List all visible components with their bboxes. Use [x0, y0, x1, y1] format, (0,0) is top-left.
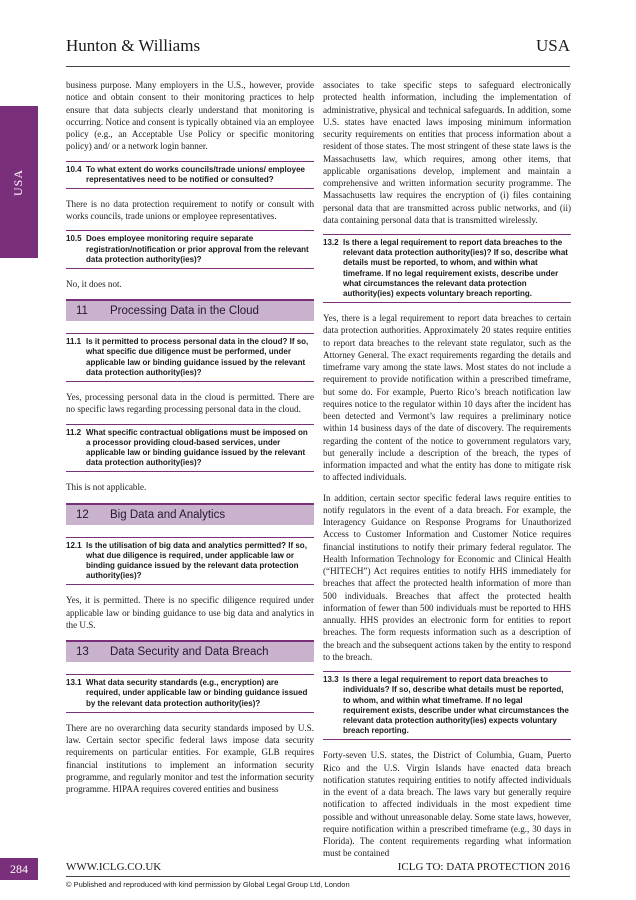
question-number: 11.2 — [66, 427, 82, 437]
page-number: 284 — [0, 858, 38, 880]
footer-url[interactable]: WWW.ICLG.CO.UK — [66, 861, 162, 873]
question-12-1 — [66, 537, 314, 586]
question-text: Is the utilisation of big data and analytics permitted? If so, what due diligence is required, under applicable law or binding guidance issued by the relevant data protection authority(ies)? — [86, 540, 307, 581]
question-13-1 — [66, 674, 314, 713]
question-text: Is there a legal requirement to report data breaches to individuals? If so, describe what details must be reported, to whom, and within what timeframe. If no legal requirement exists, describe under what circumstances the relevant data protection authority(ies) expects voluntary breach reporting. — [343, 675, 569, 736]
footer-rule — [66, 876, 570, 877]
section-number: 13 — [76, 646, 89, 659]
question-text: What data security standards (e.g., encryption) are required, under applicable law or binding guidance issued by the relevant data protection authority(ies)? — [86, 678, 308, 708]
section-title: Processing Data in the Cloud — [110, 305, 259, 318]
question-text: What specific contractual obligations must be imposed on a processor providing cloud-based services, under applicable law or binding guidance issued by the relevant data protection authority(ies)? — [86, 427, 308, 468]
section-11-heading — [66, 299, 314, 321]
section-title: Data Security and Data Breach — [110, 646, 269, 659]
question-number: 13.1 — [66, 678, 82, 688]
question-text: To what extent do works councils/trade unions/ employee representatives need to be notified or consulted? — [86, 164, 306, 184]
answer-11-2: This is not applicable. — [66, 482, 147, 493]
question-text: Does employee monitoring require separate registration/notification or prior approval from the relevant data protection authority(ies)? — [86, 234, 309, 264]
question-11-2 — [66, 424, 314, 473]
firm-name: Hunton & Williams — [66, 36, 201, 55]
right-column — [323, 79, 571, 868]
left-column — [66, 79, 314, 803]
side-tab-label-wrap — [0, 106, 38, 258]
question-10-5 — [66, 230, 314, 269]
question-13-3 — [323, 671, 571, 740]
side-tab-label: USA — [11, 168, 26, 196]
question-number: 11.1 — [66, 337, 82, 347]
copyright-notice: © Published and reproduced with kind permission by Global Legal Group Ltd, London — [66, 880, 350, 889]
question-text: Is there a legal requirement to report data breaches to the relevant data protection authority(ies)? If so, describe what details must be reported, to whom, and within what timeframe. If no legal requirement exists, describe under what circumstances the relevant data protection authority(ies) expects voluntary breach reporting. — [343, 238, 568, 299]
question-10-4 — [66, 161, 314, 189]
answer-12-1: Yes, it is permitted. There is no specific diligence required under applicable law or binding guidance to use big data and analytics in the U.S. — [66, 595, 314, 630]
question-13-2 — [323, 234, 571, 303]
answer-13-2-part-2: In addition, certain sector specific federal laws require entities to notify regulators in the event of a data breach. For example, the Interagency Guidance on Response Programs for Unauthorized Access to Customer Information and Customer Notice requires financial institutions to notify their primary federal regulator. The Health Information Technology for Economic and Clinical Health (“HITECH”) Act requires entities to notify HHS immediately for breaches that affect the protected health information of more than 500 individuals. Breaches that affect the protected health information of fewer than 500 individuals must be reported to HHS annually. HHS provides an electronic form for entities to report breaches. The form requests information such as a description of the breach and the subsequent actions taken by the entity to respond to the breach. — [323, 492, 571, 662]
section-12-heading — [66, 503, 314, 525]
section-title: Big Data and Analytics — [110, 508, 226, 521]
question-text: Is it permitted to process personal data in the cloud? If so, what specific due diligence must be performed, under applicable law or binding guidance issued by the relevant data protection authority(ies)? — [86, 337, 309, 377]
answer-10-5: No, it does not. — [66, 279, 122, 290]
question-number: 13.3 — [323, 675, 339, 685]
section-number: 12 — [76, 508, 89, 521]
paragraph: associates to take specific steps to safeguard electronically protected health information, including the implementation of administrative, physical and technical safeguards. In addition, some U.S. states have enacted laws imposing minimum information security requirements on entities that process information about a resident of those states. The most stringent of these state laws is the Massachusetts law, which requires, among other items, that applicable organisations develop, implement and maintain a comprehensive and written information security programme. The Massachusetts law requires the encryption of (i) files containing personal data that are transmitted across public networks, and (ii) data containing personal data that is transmitted wirelessly. — [323, 80, 571, 225]
page-header — [66, 36, 570, 60]
question-number: 10.4 — [66, 164, 82, 174]
header-rule — [66, 66, 570, 67]
question-number: 13.2 — [323, 238, 339, 247]
answer-13-1: There are no overarching data security standards imposed by U.S. law. Certain sector specific federal laws impose data security requirements on particular entities. For example, GLB requires financial institutions to implement an information security programme, and regularly monitor and test the information security programme. HIPAA requires covered entities and business — [66, 722, 314, 795]
question-11-1 — [66, 333, 314, 382]
answer-13-2-part-1: Yes, there is a legal requirement to report data breaches to certain data protection authorities. Approximately 20 states require entities to report data breaches to the relevant state regulator, such as the Attorney General. The exact requirements regarding the details and timeframe vary among the state laws. Most states do not include a requirement to provide notification within a prescribed timeframe, but some do. For example, Puerto Rico’s breach notification law requires notice to the regulator within 10 days after the incident has been detected and Vermont’s law requires a preliminary notice within 14 business days of the date of discovery. The requirements regarding the content of the notice to government regulators vary, but generally include a description of the breach, the types of information impacted and what the entity has done to mitigate risk to affected individuals. — [323, 313, 571, 483]
footer-publication: ICLG TO: DATA PROTECTION 2016 — [397, 861, 570, 873]
answer-13-3: Forty-seven U.S. states, the District of Columbia, Guam, Puerto Rico and the U.S. Virgin Islands have enacted data breach notification statutes requiring entities to notify affected individuals in the event of a data breach. The laws vary but generally require notification to affected individuals in the most expedient time possible and without unreasonable delay. Some state laws, however, require notification within a prescribed timeframe (e.g., 30 days in Florida). The content requirements regarding what information must be contained — [323, 750, 571, 859]
section-number: 11 — [76, 305, 88, 318]
answer-10-4: There is no data protection requirement to notify or consult with works councils, trade unions or employee representatives. — [66, 198, 314, 222]
paragraph: business purpose. Many employers in the U.S., however, provide notice and obtain consent to their monitoring practices to help ensure that data subjects clearly understand that monitoring is occurring. Notice and consent is typically obtained via an employee policy (e.g., an Acceptable Use Policy or specific monitoring policy) and/ or a network login banner. — [66, 80, 314, 152]
question-number: 10.5 — [66, 234, 82, 244]
section-13-heading — [66, 640, 314, 662]
country-name: USA — [535, 36, 570, 55]
answer-11-1: Yes, processing personal data in the cloud is permitted. There are no specific laws regarding processing personal data in the cloud. — [66, 392, 314, 415]
question-number: 12.1 — [66, 540, 82, 550]
